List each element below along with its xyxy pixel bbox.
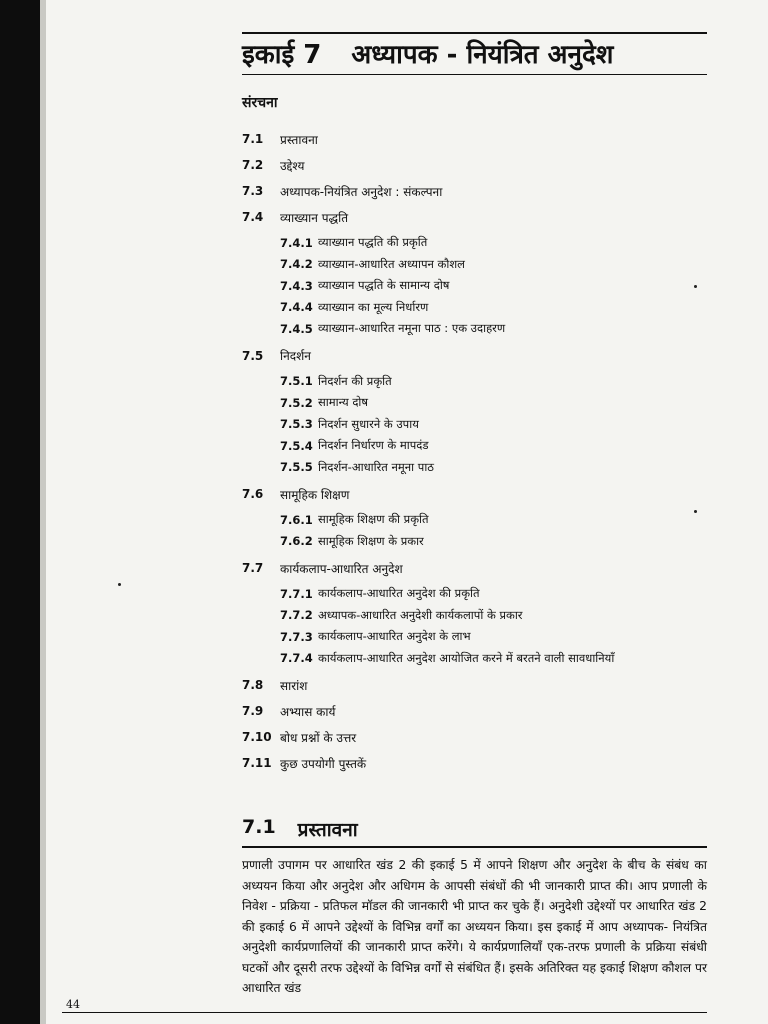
toc-item-label: कार्यकलाप-आधारित अनुदेश (280, 561, 403, 576)
toc-subitem-label: निदर्शन की प्रकृति (318, 373, 392, 388)
toc-subitem-label: निदर्शन निर्धारण के मापदंड (318, 438, 429, 453)
section-number: 7.1 (242, 816, 276, 838)
toc-item (242, 204, 707, 230)
toc-item-label: अध्यापक-नियंत्रित अनुदेश : संकल्पना (280, 184, 443, 199)
toc-subitem (242, 509, 707, 531)
toc-item-label: सामूहिक शिक्षण (280, 487, 350, 502)
toc-subitem-number: 7.7.2 (280, 608, 313, 623)
toc-subitem-number: 7.7.4 (280, 651, 313, 666)
toc-item-number: 7.10 (242, 730, 272, 744)
toc-subitem-number: 7.5.4 (280, 438, 313, 453)
toc-item-number: 7.7 (242, 561, 264, 575)
toc-item (242, 750, 707, 776)
toc-item (242, 698, 707, 724)
toc-item-number: 7.6 (242, 487, 264, 501)
toc-subitem (242, 605, 707, 627)
section-title: प्रस्तावना (297, 819, 358, 841)
toc-subitem-label: निदर्शन सुधारने के उपाय (318, 416, 419, 431)
toc-subitem-number: 7.4.2 (280, 257, 313, 272)
toc-subitem (242, 297, 707, 319)
toc-subitem (242, 531, 707, 553)
toc-subitem-label: व्याख्यान-आधारित अध्यापन कौशल (318, 256, 465, 271)
toc-item (242, 178, 707, 204)
toc-item-label: बोध प्रश्नों के उत्तर (280, 730, 357, 745)
table-of-contents (242, 126, 707, 776)
toc-item (242, 672, 707, 698)
toc-subitem (242, 254, 707, 276)
toc-subitem-number: 7.7.1 (280, 586, 313, 601)
page-number: 44 (66, 998, 80, 1011)
toc-subitem-number: 7.6.2 (280, 534, 313, 549)
toc-subitem-number: 7.7.3 (280, 629, 313, 644)
toc-subitem (242, 583, 707, 605)
toc-subitem-label: कार्यकलाप-आधारित अनुदेश आयोजित करने में बरतने वाली सावधानियाँ (318, 650, 615, 665)
toc-subitem-number: 7.4.5 (280, 321, 313, 336)
toc-subitem-label: व्याख्यान का मूल्य निर्धारण (318, 299, 429, 314)
toc-item-number: 7.9 (242, 704, 264, 718)
unit-title (242, 34, 707, 74)
toc-subitem-number: 7.6.1 (280, 512, 313, 527)
contents-heading: संरचना (242, 95, 278, 111)
toc-item (242, 343, 707, 369)
toc-item (242, 555, 707, 581)
toc-subsection-list (242, 371, 707, 479)
toc-subitem-label: सामूहिक शिक्षण के प्रकार (318, 533, 424, 548)
toc-item (242, 481, 707, 507)
toc-subitem-label: सामान्य दोष (318, 395, 369, 410)
toc-item-number: 7.4 (242, 210, 264, 224)
toc-subitem-number: 7.4.1 (280, 235, 313, 250)
toc-subsection-list (242, 232, 707, 340)
toc-subitem (242, 275, 707, 297)
toc-subitem (242, 435, 707, 457)
toc-item (242, 724, 707, 750)
toc-subitem-label: कार्यकलाप-आधारित अनुदेश की प्रकृति (318, 586, 480, 601)
toc-item-label: सारांश (280, 678, 308, 693)
title-bottom-rule (242, 74, 707, 75)
toc-item-label: अभ्यास कार्य (280, 704, 336, 719)
scan-binding-edge (40, 0, 46, 1024)
toc-subitem-label: व्याख्यान पद्धति के सामान्य दोष (318, 278, 450, 293)
toc-subitem (242, 392, 707, 414)
toc-subitem (242, 457, 707, 479)
toc-item-label: निदर्शन (280, 349, 311, 363)
section-heading (242, 816, 707, 848)
scan-speck (118, 583, 121, 586)
toc-subitem-label: कार्यकलाप-आधारित अनुदेश के लाभ (318, 629, 471, 644)
toc-item-number: 7.8 (242, 678, 264, 692)
toc-subitem-number: 7.5.3 (280, 417, 313, 432)
toc-subitem-label: अध्यापक-आधारित अनुदेशी कार्यकलापों के प्रकार (318, 607, 523, 622)
toc-subsection-list (242, 509, 707, 552)
toc-item-number: 7.1 (242, 132, 264, 146)
toc-item-label: कुछ उपयोगी पुस्तकें (280, 756, 367, 771)
toc-subitem (242, 648, 707, 670)
scan-binding-shadow (0, 0, 40, 1024)
toc-subitem-label: व्याख्यान पद्धति की प्रकृति (318, 235, 428, 250)
toc-subitem (242, 318, 707, 340)
toc-subitem-number: 7.5.2 (280, 395, 313, 410)
toc-subitem-number: 7.5.1 (280, 374, 313, 389)
toc-subitem (242, 232, 707, 254)
toc-subitem (242, 626, 707, 648)
unit-title-text: अध्यापक - नियंत्रित अनुदेश (351, 40, 614, 70)
toc-subsection-list (242, 583, 707, 669)
toc-item-number: 7.5 (242, 348, 264, 363)
toc-item (242, 152, 707, 178)
toc-item-label: उद्देश्य (280, 158, 305, 173)
toc-subitem (242, 371, 707, 393)
toc-subitem-number: 7.5.5 (280, 460, 313, 475)
toc-subitem-label: निदर्शन-आधारित नमूना पाठ (318, 459, 434, 474)
toc-subitem-number: 7.4.3 (280, 278, 313, 293)
toc-item-label: प्रस्तावना (280, 132, 318, 147)
toc-item (242, 126, 707, 152)
footer-rule (62, 1012, 707, 1013)
section-body-text: प्रणाली उपागम पर आधारित खंड 2 की इकाई 5 में आपने शिक्षण और अनुदेश के बीच के संबंध का अध्ययन किया और अनुदेश और अधिगम के आपसी संबंधों की भी जानकारी प्राप्त की। आप प्रणाली के निवेश - प्रक्रिया - प्रतिफल मॉडल की जानकारी भी प्राप्त कर चुके हैं। अनुदेशी उद्देश्यों पर आधारित खंड 2 की इकाई 6 में आपने उद्देश्यों के विभिन्न वर्गों का अध्ययन किया। इस इकाई में आप अध्यापक- नियंत्रित अनुदेशी कार्यप्रणालियों की जानकारी प्राप्त करेंगे। ये कार्यप्रणालियाँ एक-तरफ प्रणाली के प्रक्रिया संबंधी घटकों और दूसरी तरफ उद्देश्यों के विभिन्न वर्गों से संबंधित हैं। इसके अतिरिक्त यह इकाई शिक्षण कौशल पर आधारित खंड (242, 858, 707, 995)
toc-item-label: व्याख्यान पद्धति (280, 210, 349, 225)
toc-subitem-number: 7.4.4 (280, 300, 313, 315)
toc-subitem-label: व्याख्यान-आधारित नमूना पाठ : एक उदाहरण (318, 321, 506, 336)
page-content (242, 32, 707, 776)
toc-subitem (242, 414, 707, 436)
unit-number: इकाई 7 (242, 40, 322, 70)
toc-subitem-label: सामूहिक शिक्षण की प्रकृति (318, 512, 429, 527)
toc-item-number: 7.11 (242, 756, 272, 770)
toc-item-number: 7.3 (242, 184, 264, 198)
toc-item-number: 7.2 (242, 158, 264, 172)
